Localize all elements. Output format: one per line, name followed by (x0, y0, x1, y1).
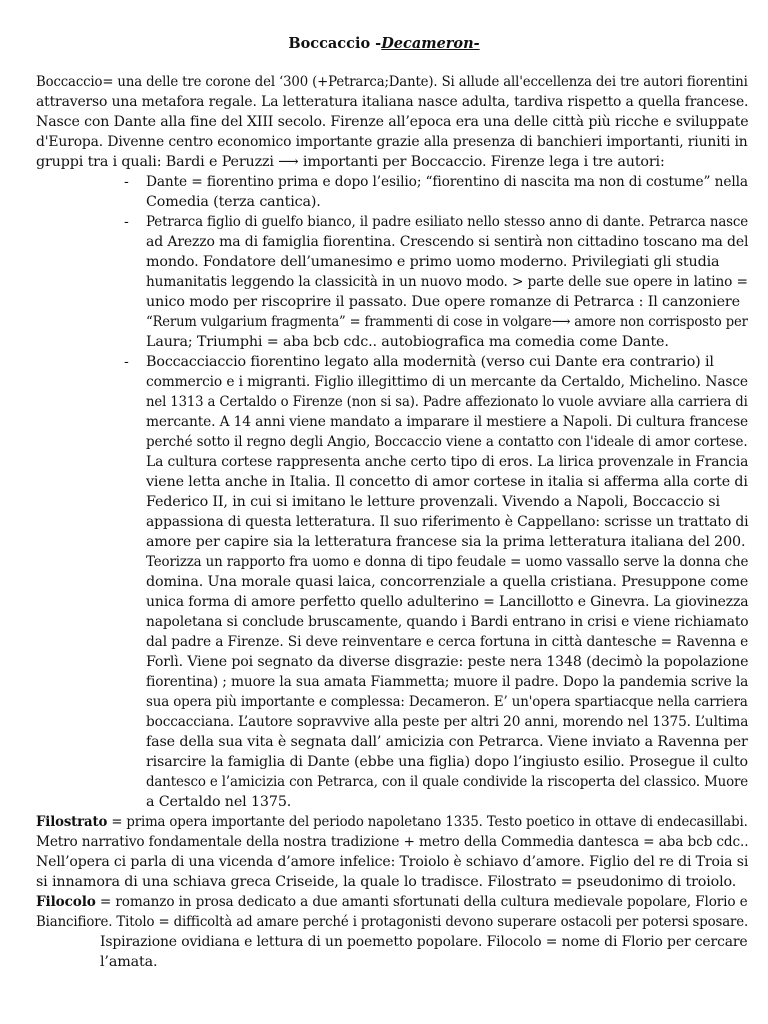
bullet-dash: - (124, 214, 129, 230)
bullet-boccaccio-line: domina. Una morale quasi laica, concorrenziale a quella cristiana. Presuppone come (146, 574, 749, 590)
intro-line: Nasce con Dante alla fine del XIII secolo. Firenze all’epoca era una delle città più ricche e sviluppate (36, 114, 749, 130)
intro-line: gruppi tra i quali: Bardi e Peruzzi ⟶ importanti per Boccaccio. Firenze lega i tre autori: (36, 154, 665, 170)
bullet-boccaccio-line: dal padre a Firenze. Si deve reinventare e cerca fortuna in città dantesche = Ravenna e (146, 634, 749, 650)
filocolo-line (36, 892, 748, 912)
bullet-dash: - (124, 354, 129, 370)
bullet-boccaccio-line: napoletana si conclude bruscamente, quando i Bardi entrano in crisi e viene richiamato (146, 614, 749, 630)
page-title (0, 34, 768, 54)
filostrato-line: Nell’opera ci parla di una vicenda d’amore infelice: Troiolo è schiavo d’amore. Figlio del re di Troia si (36, 854, 749, 870)
bullet-boccaccio-line: amore per capire sia la letteratura francese sia la prima letteratura italiana del 200. (146, 534, 746, 550)
filocolo-line: Biancifiore. Titolo = difficoltà ad amare perché i protagonisti devono superare ostacoli per potersi sposare. (36, 914, 749, 930)
filostrato-line: si innamora di una schiava greca Criseide, la quale lo tradisce. Filostrato = pseudonimo di troiolo. (36, 874, 737, 890)
intro-line: d'Europa. Divenne centro economico importante grazie alla presenza di banchieri importanti, riuniti in (36, 134, 748, 150)
bullet-petrarca-line: unico modo per riscoprire il passato. Due opere romanze di Petrarca : Il canzoniere (146, 294, 740, 310)
filostrato-line (36, 812, 748, 832)
filostrato-line: Metro narrativo fondamentale della nostra tradizione + metro della Commedia dantesca = aba bcb cdc.. (36, 834, 749, 850)
bullet-petrarca-line: Petrarca figlio di guelfo bianco, il padre esiliato nello stesso anno di dante. Petrarca nasce (146, 214, 749, 230)
title-work: Decameron- (381, 35, 480, 52)
bullet-boccaccio-line: nel 1313 a Certaldo o Firenze (non si sa). Padre affezionato lo vuole avviare alla carriera di (146, 394, 748, 410)
bullet-dante-line: Comedia (terza cantica). (146, 194, 321, 210)
bullet-boccaccio-line: Forlì. Viene poi segnato da diverse disgrazie: peste nera 1348 (decimò la popolazione (146, 654, 749, 670)
title-author: Boccaccio - (288, 35, 382, 52)
filocolo-indented-line: l’amata. (100, 954, 158, 970)
bullet-boccaccio-line: perché sotto il regno degli Angio, Boccaccio viene a contatto con l'ideale di amor cortese. (146, 434, 748, 450)
bullet-boccaccio-line: Teorizza un rapporto fra uomo e donna di tipo feudale = uomo vassallo serve la donna che (146, 554, 749, 570)
bullet-boccaccio-line: risarcire la famiglia di Dante (ebbe una figlia) dopo l’ingiusto esilio. Prosegue il culto (146, 754, 748, 770)
bullet-boccaccio-line: boccacciana. L’autore sopravvive alla peste per altri 20 anni, morendo nel 1375. L’ultima (146, 714, 749, 730)
bullet-boccaccio-line: mercante. A 14 anni viene mandato a imparare il mestiere a Napoli. Di cultura francese (146, 414, 749, 430)
bullet-boccaccio-line: unica forma di amore perfetto quello adulterino = Lancillotto e Ginevra. La giovinezza (146, 594, 749, 610)
bullet-dante-line: Dante = fiorentino prima e dopo l’esilio; “fiorentino di nascita ma non di costume” nella (146, 174, 748, 190)
intro-line: Boccaccio= una delle tre corone del ‘300 (+Petrarca;Dante). Si allude all'eccellenza dei tre autori fiorentini (36, 74, 748, 90)
bullet-boccaccio-line: Boccacciaccio fiorentino legato alla modernità (verso cui Dante era contrario) il (146, 354, 714, 370)
bullet-boccaccio-line: a Certaldo nel 1375. (146, 794, 292, 810)
filostrato-first-text: = prima opera importante del periodo napoletano 1335. Testo poetico in ottave di endecasillabi. (107, 814, 748, 830)
bullet-boccaccio-line: fiorentina) ; muore la sua amata Fiammetta; muore il padre. Dopo la pandemia scrive la (146, 674, 749, 690)
bullet-boccaccio-line: viene letta anche in Italia. Il concetto di amor cortese in italia si afferma alla corte di (146, 474, 748, 490)
filocolo-first-text: = romanzo in prosa dedicato a due amanti sfortunati della cultura medievale popolare, Florio e (95, 894, 748, 910)
bullet-petrarca-line: “Rerum vulgarium fragmenta” = frammenti di cose in volgare⟶ amore non corrisposto per (146, 314, 748, 330)
filocolo-term: Filocolo (36, 894, 96, 910)
filocolo-indented-line: Ispirazione ovidiana e lettura di un poemetto popolare. Filocolo = nome di Florio per cercare (100, 934, 748, 950)
bullet-boccaccio-line: appassiona di questa letteratura. Il suo riferimento è Cappellano: scrisse un trattato di (146, 514, 749, 530)
bullet-petrarca-line: Laura; Triumphi = aba bcb cdc.. autobiografica ma comedia come Dante. (146, 334, 669, 350)
bullet-boccaccio-line: fase della sua vita è segnata dall’ amicizia con Petrarca. Viene inviato a Ravenna per (146, 734, 748, 750)
intro-line: attraverso una metafora regale. La letteratura italiana nasce adulta, tardiva rispetto a quella francese. (36, 94, 749, 110)
bullet-petrarca-line: humanitatis leggendo la classicità in un nuovo modo. > parte delle sue opere in latino = (146, 274, 748, 290)
bullet-boccaccio-line: La cultura cortese rappresenta anche certo tipo di eros. La lirica provenzale in Francia (146, 454, 749, 470)
bullet-boccaccio-line: dantesco e l’amicizia con Petrarca, con il quale condivide la riscoperta del classico. Muore (146, 774, 749, 790)
bullet-dash: - (124, 174, 129, 190)
bullet-boccaccio-line: sua opera più importante e complessa: Decameron. E’ un'opera spartiacque nella carriera (146, 694, 748, 710)
filostrato-term: Filostrato (36, 814, 108, 830)
bullet-petrarca-line: ad Arezzo ma di famiglia fiorentina. Crescendo si sentirà non cittadino toscano ma del (146, 234, 749, 250)
bullet-petrarca-line: mondo. Fondatore dell’umanesimo e primo uomo moderno. Privilegiati gli studia (146, 254, 720, 270)
bullet-boccaccio-line: Federico II, in cui si imitano le letture provenzali. Vivendo a Napoli, Boccaccio si (146, 494, 720, 510)
bullet-boccaccio-line: commercio e i migranti. Figlio illegittimo di un mercante da Certaldo, Michelino. Nasce (146, 374, 748, 390)
